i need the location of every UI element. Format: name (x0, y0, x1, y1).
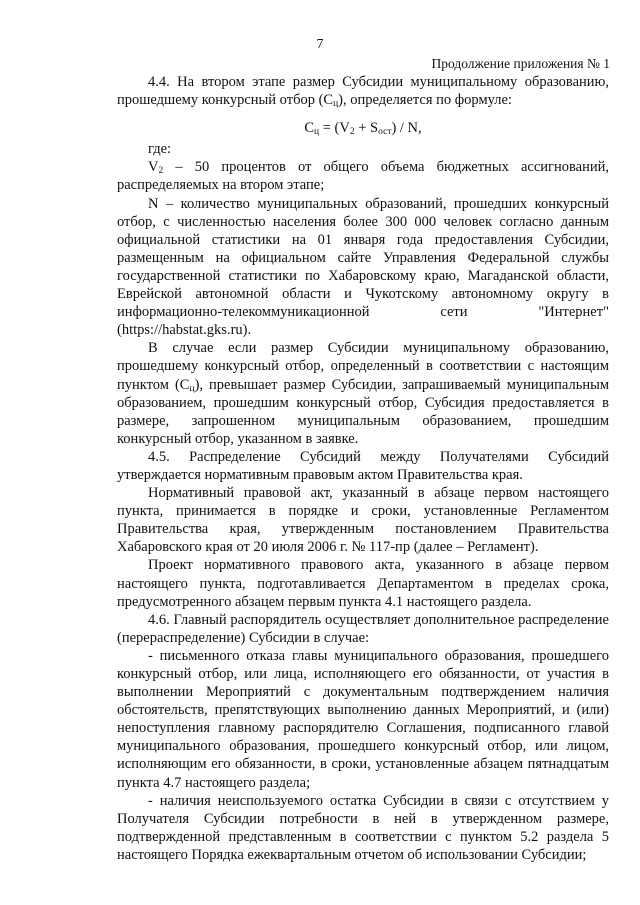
subsidy-formula: $C_ц = (V_2 + S_{ост}) / N$, (304, 120, 422, 138)
paragraph-4-4: 4.4. На втором этапе размер Субсидии муниципальному образованию, прошедшему конкурсный отбор $(C_ц)$, определяется по формуле: (117, 74, 609, 110)
definition-v2: $V_2 - 50$ процентов от общего объема бюджетных ассигнований, распределяемых на втором этапе; (117, 159, 609, 194)
document-body (117, 73, 609, 864)
paragraph-4-6-item-2: - наличия неиспользуемого остатка Субсидии в связи с отсутствием у Получателя Субсидии потребности в ней в утвержденном размере, подтвержденной представленным в соответствии с пунктом 5.2 раздела 5 настоящего Порядка ежеквартальным отчетом об использовании Субсидии; (117, 792, 609, 863)
where-label: где: (148, 141, 172, 158)
paragraph-excess-case: В случае если размер Субсидии муниципальному образованию, прошедшему конкурсный отбор, определенный в соответствии с настоящим пунктом $(C_ц)$, превышает размер Субсидии, запрашиваемый муниципальным образованием, прошедшим конкурсный отбор, Субсидия предоставляется в размере, запрошенном муниципальным образованием, прошедшим конкурсный отбор, указанном в заявке. (117, 340, 610, 447)
definition-n: N – количество муниципальных образований, прошедших конкурсный отбор, с численностью населения более 300 000 человек согласно данным официальной статистики на 01 января года предоставления Субсидии, размещенным на официальном сайте Управления Федеральной службы государственной статистики по Хабаровскому краю, Магаданской области, Еврейской автономной области и Чукотскому автономному округу в информационно-телекоммуникационной сети "Интернет" (https://habstat.gks.ru). (117, 195, 609, 339)
paragraph-4-5-act: Нормативный правовой акт, указанный в абзаце первом настоящего пункта, принимается в порядке и сроки, установленные Регламентом Правительства края, утвержденным постановлением Правительства Хабаровского края от 20 июля 2006 г. № 117-пр (далее – Регламент). (117, 485, 609, 556)
page-number: 7 (316, 36, 324, 51)
paragraph-4-5: 4.5. Распределение Субсидий между Получателями Субсидий утверждается нормативным правовым актом Правительства края. (117, 448, 609, 483)
paragraph-4-6: 4.6. Главный распорядитель осуществляет дополнительное распределение (перераспределение) Субсидии в случае: (117, 611, 609, 646)
paragraph-4-5-draft: Проект нормативного правового акта, указанного в абзаце первом настоящего пункта, подготавливается Департаментом в пределах срока, предусмотренного абзацем первым пункта 4.1 настоящего раздела. (117, 557, 609, 610)
appendix-continuation-note: Продолжение приложения № 1 (431, 56, 610, 71)
paragraph-4-6-item-1: - письменного отказа главы муниципального образования, прошедшего конкурсный отбор, или лица, исполняющего его обязанности, от участия в выполнении Мероприятий с документальным подтверждением наличия обстоятельств, препятствующих выполнению данных Мероприятий, и (или) непоступления главному распорядителю Соглашения, подписанного главой муниципального образования, прошедшего конкурсный отбор, или лицом, исполняющим его обязанности, в сроки, установленные абзацем пятнадцатым пункта 4.7 настоящего раздела; (117, 647, 609, 791)
